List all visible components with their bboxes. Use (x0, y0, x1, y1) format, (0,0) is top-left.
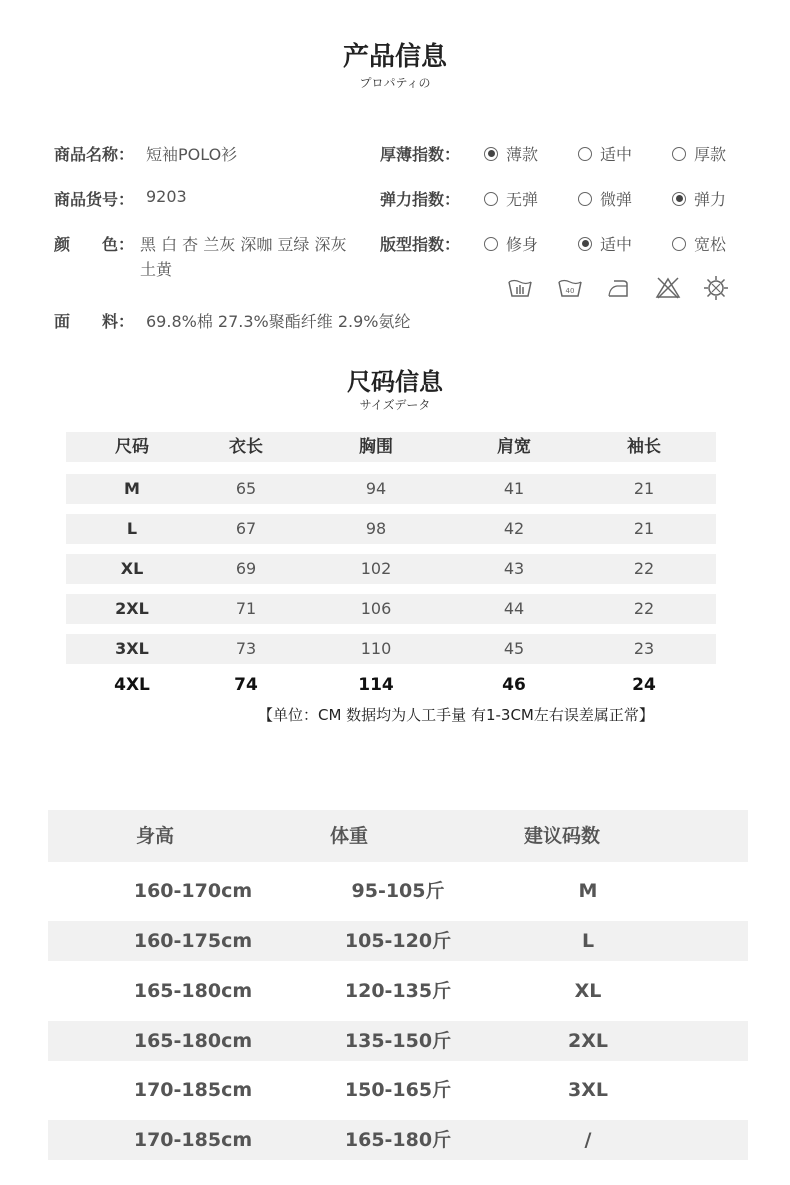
size-cell: 43 (503, 559, 525, 578)
thickness-option: 厚款 (672, 142, 726, 165)
size-table-row (66, 554, 716, 584)
radio-selected-icon (672, 192, 686, 206)
fit-option: 修身 (484, 232, 538, 255)
wash-40-icon (556, 274, 584, 302)
product-color-label: 颜 色： (54, 235, 135, 254)
no-bleach-icon (654, 274, 682, 302)
size-cell: 24 (632, 675, 656, 695)
size-cell: 21 (633, 519, 655, 538)
size-cell: 73 (235, 639, 257, 658)
recommend-cell: 120-135斤 (344, 980, 452, 1002)
product-name-label: 商品名称： (54, 145, 135, 164)
radio-empty-icon (672, 237, 686, 251)
recommend-cell: 165-180cm (133, 980, 253, 1002)
recommend-cell: 105-120斤 (344, 930, 452, 952)
size-cell: 98 (365, 519, 387, 538)
product-info-title: 产品信息 (342, 42, 447, 72)
radio-selected-icon (484, 147, 498, 161)
product-color-value: 黑 白 杏 兰灰 深咖 豆绿 深灰 (140, 235, 347, 254)
size-cell: 4XL (114, 675, 150, 695)
size-table-row (66, 594, 716, 624)
recommend-cell: 165-180cm (133, 1030, 253, 1052)
recommend-cell: XL (574, 980, 602, 1002)
radio-empty-icon (578, 192, 592, 206)
size-cell: 46 (502, 675, 526, 695)
size-info-subtitle: サイズデータ (359, 398, 431, 412)
recommend-cell: 165-180斤 (344, 1129, 452, 1151)
product-sku-label: 商品货号： (54, 190, 135, 209)
thickness-label: 厚薄指数： (380, 145, 461, 164)
radio-selected-icon (578, 237, 592, 251)
fit-option: 适中 (578, 232, 632, 255)
hand-wash-icon (506, 274, 534, 302)
size-cell: 110 (360, 639, 392, 658)
elastic-label: 弹力指数： (380, 190, 461, 209)
size-header-cell: 肩宽 (497, 437, 531, 457)
recommend-cell: M (578, 880, 598, 902)
recommend-header-cell: 身高 (136, 825, 175, 847)
fit-label: 版型指数： (380, 235, 461, 254)
size-cell: 106 (360, 599, 392, 618)
size-cell: L (126, 519, 138, 538)
recommend-cell: 160-170cm (133, 880, 253, 902)
size-header-cell: 袖长 (627, 437, 661, 457)
recommend-table-row (48, 971, 748, 1011)
size-header-cell: 胸围 (359, 437, 393, 457)
size-table-header (66, 432, 716, 462)
product-name-value: 短袖POLO衫 (146, 145, 238, 164)
elastic-option: 微弹 (578, 187, 632, 210)
product-color-value-cont: 土黄 (140, 260, 173, 279)
size-cell: 102 (360, 559, 392, 578)
size-cell: 41 (503, 479, 525, 498)
size-cell: 74 (234, 675, 258, 695)
thickness-option: 薄款 (484, 142, 538, 165)
product-fabric-label: 面 料： (54, 312, 135, 331)
product-info-subtitle: プロパティの (359, 76, 431, 90)
size-cell: 22 (633, 599, 655, 618)
size-header-cell: 衣长 (229, 437, 263, 457)
radio-empty-icon (484, 192, 498, 206)
product-sku-value: 9203 (146, 187, 187, 206)
size-cell: 22 (633, 559, 655, 578)
recommend-table-row (48, 871, 748, 911)
size-cell: 45 (503, 639, 525, 658)
recommend-cell: 135-150斤 (344, 1030, 452, 1052)
recommend-cell: 3XL (568, 1079, 608, 1101)
size-cell: 114 (358, 675, 394, 695)
recommend-table-row (48, 1070, 748, 1110)
size-cell: 67 (235, 519, 257, 538)
recommend-table-row (48, 1120, 748, 1160)
size-cell: 94 (365, 479, 387, 498)
iron-icon (604, 274, 632, 302)
svg-text:40: 40 (565, 287, 575, 295)
size-cell: 3XL (115, 639, 149, 658)
size-note: 【单位：CM 数据均为人工手量 有1-3CM左右误差属正常】 (258, 706, 654, 724)
recommend-cell: 170-185cm (133, 1079, 253, 1101)
size-cell: 42 (503, 519, 525, 538)
elastic-option: 无弹 (484, 187, 538, 210)
size-table-row (66, 634, 716, 664)
radio-empty-icon (484, 237, 498, 251)
recommend-cell: 170-185cm (133, 1129, 253, 1151)
size-cell: 69 (235, 559, 257, 578)
recommend-cell: 2XL (568, 1030, 608, 1052)
size-header-cell: 尺码 (115, 437, 149, 457)
radio-empty-icon (672, 147, 686, 161)
size-table-row (66, 474, 716, 504)
recommend-cell: 150-165斤 (344, 1079, 452, 1101)
size-cell: 71 (235, 599, 257, 618)
fit-option: 宽松 (672, 232, 726, 255)
size-cell: M (124, 479, 140, 498)
product-fabric-value: 69.8%棉 27.3%聚酯纤维 2.9%氨纶 (146, 312, 411, 331)
recommend-cell: L (581, 930, 595, 952)
size-cell: 65 (235, 479, 257, 498)
thickness-option: 适中 (578, 142, 632, 165)
recommend-cell: 160-175cm (133, 930, 253, 952)
radio-empty-icon (578, 147, 592, 161)
recommend-cell: / (584, 1129, 592, 1151)
recommend-table-row (48, 921, 748, 961)
recommend-header-cell: 建议码数 (524, 825, 601, 847)
no-tumble-dry-icon (702, 274, 730, 302)
size-table-row (66, 670, 716, 700)
recommend-cell: 95-105斤 (351, 880, 445, 902)
size-cell: 23 (633, 639, 655, 658)
size-table-row (66, 514, 716, 544)
size-info-title: 尺码信息 (347, 368, 443, 396)
size-cell: XL (120, 559, 144, 578)
recommend-header-cell: 体重 (330, 825, 369, 847)
size-cell: 21 (633, 479, 655, 498)
size-cell: 2XL (115, 599, 149, 618)
size-cell: 44 (503, 599, 525, 618)
recommend-table-row (48, 1021, 748, 1061)
elastic-option: 弹力 (672, 187, 726, 210)
recommend-table-header (48, 810, 748, 862)
